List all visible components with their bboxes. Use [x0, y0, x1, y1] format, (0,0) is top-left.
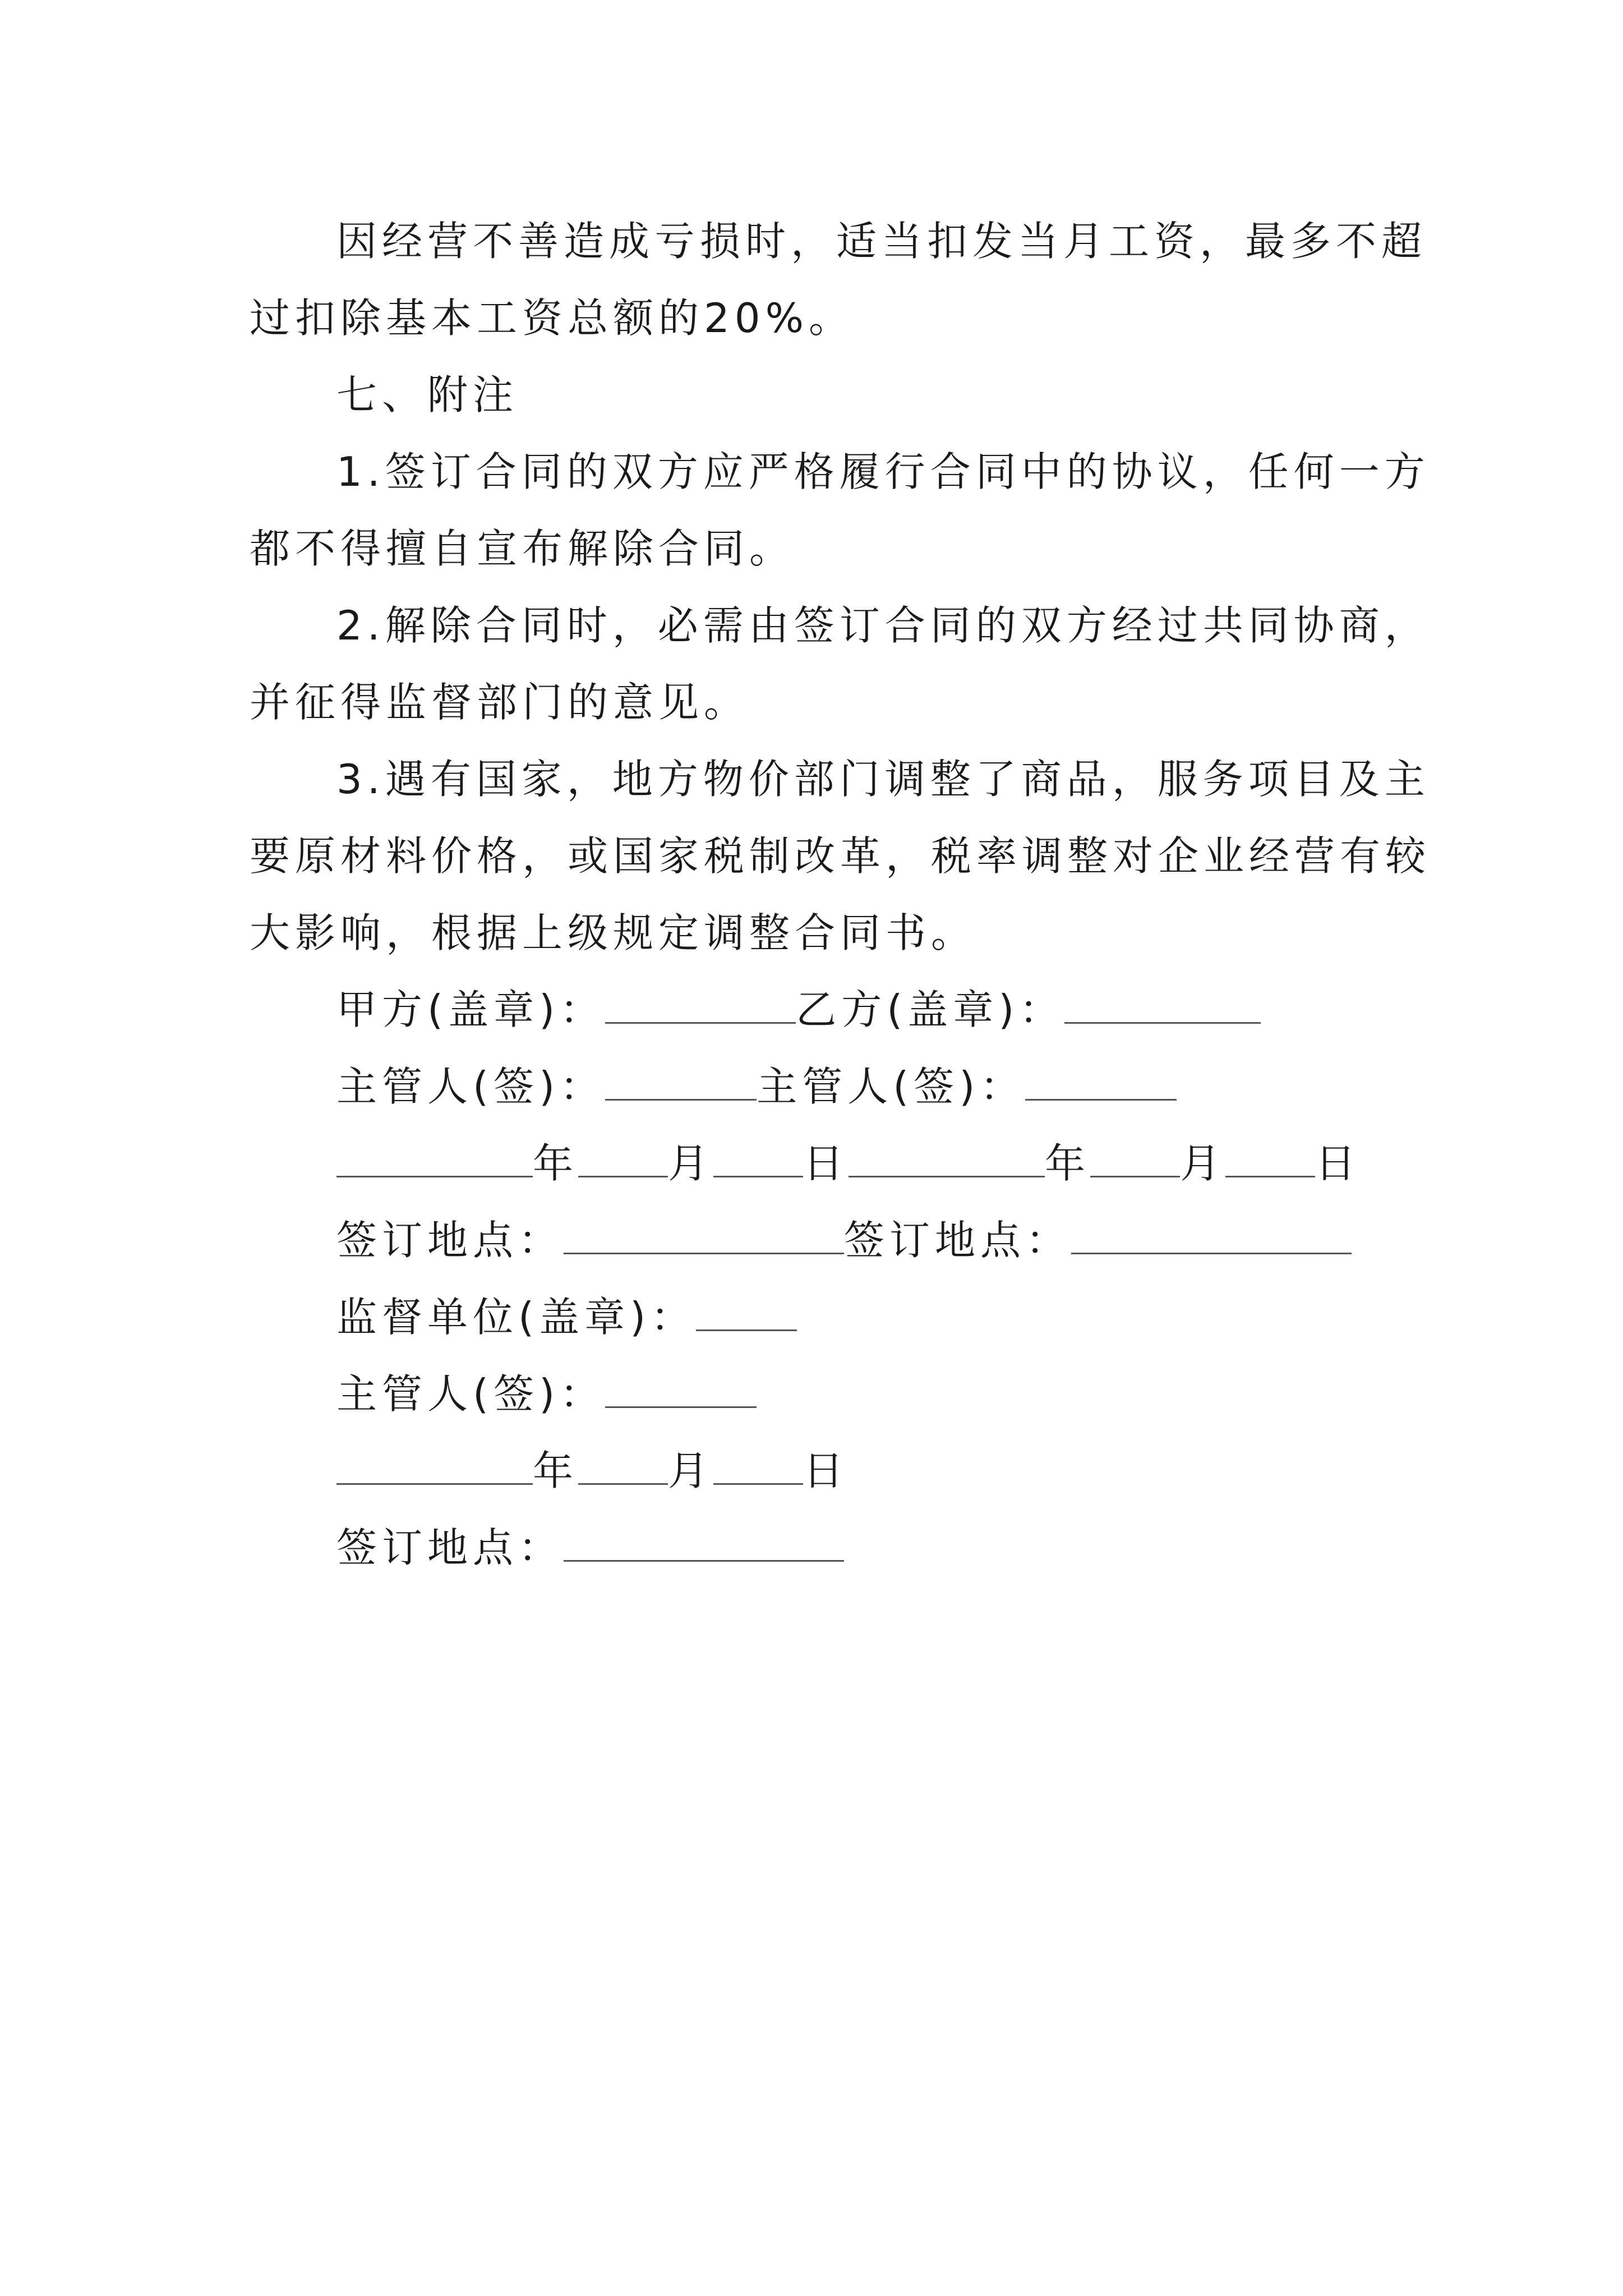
monitor-unit-seal-blank[interactable]: [696, 1295, 797, 1331]
monitor-seal-row: [336, 1295, 797, 1340]
monitor-place-blank[interactable]: [564, 1525, 844, 1562]
day-label: 日: [803, 1447, 849, 1494]
monitor-unit-seal-label: 监督单位(盖章)：: [336, 1294, 697, 1341]
sign-place-row: [336, 1218, 1352, 1263]
paragraph-line: 都不得擅自宣布解除合同。: [250, 525, 795, 572]
party-b-day-blank[interactable]: [1225, 1141, 1315, 1177]
monitor-place-row: [336, 1525, 844, 1570]
paragraph-line: 1.签订合同的双方应严格履行合同中的协议，任何一方: [336, 448, 1430, 495]
party-b-year-blank[interactable]: [849, 1141, 1045, 1177]
monitor-supervisor-row: [336, 1372, 757, 1416]
party-b-seal-label: 乙方(盖章)：: [796, 986, 1065, 1033]
paragraph-line: 并征得监督部门的意见。: [250, 679, 750, 726]
party-b-seal-blank[interactable]: [1064, 987, 1261, 1024]
party-a-supervisor-label: 主管人(签)：: [336, 1063, 606, 1110]
paragraph-line: 过扣除基本工资总额的20%。: [250, 295, 855, 342]
paragraph-line: 大影响，根据上级规定调整合同书。: [250, 909, 977, 956]
party-b-supervisor-blank[interactable]: [1025, 1064, 1177, 1101]
monitor-month-blank[interactable]: [578, 1448, 668, 1485]
party-b-place-blank[interactable]: [1071, 1218, 1352, 1254]
monitor-date-row: [336, 1448, 849, 1493]
paragraph-line: 3.遇有国家，地方物价部门调整了商品，服务项目及主: [336, 756, 1430, 803]
day-label: 日: [1315, 1140, 1361, 1187]
year-label: 年: [533, 1140, 579, 1187]
party-a-month-blank[interactable]: [578, 1141, 668, 1177]
monitor-place-label: 签订地点：: [336, 1524, 564, 1571]
party-seal-row: [336, 987, 1261, 1032]
party-a-year-blank[interactable]: [336, 1141, 533, 1177]
paragraph-line: 2.解除合同时，必需由签订合同的双方经过共同协商，: [336, 602, 1430, 649]
party-b-month-blank[interactable]: [1090, 1141, 1180, 1177]
party-a-day-blank[interactable]: [713, 1141, 803, 1177]
monitor-year-blank[interactable]: [336, 1448, 533, 1485]
month-label: 月: [668, 1140, 714, 1187]
paragraph-line: 要原材料价格，或国家税制改革，税率调整对企业经营有较: [250, 832, 1431, 880]
supervisor-sign-row: [336, 1064, 1177, 1109]
party-a-seal-blank[interactable]: [605, 987, 796, 1024]
party-a-place-blank[interactable]: [564, 1218, 844, 1254]
month-label: 月: [668, 1447, 714, 1494]
year-label: 年: [1045, 1140, 1091, 1187]
monitor-supervisor-label: 主管人(签)：: [336, 1370, 606, 1418]
day-label: 日: [803, 1140, 849, 1187]
party-a-place-label: 签订地点：: [336, 1217, 564, 1264]
party-a-seal-label: 甲方(盖章)：: [336, 986, 606, 1033]
monitor-supervisor-blank[interactable]: [605, 1372, 757, 1408]
paragraph-line: 因经营不善造成亏损时，适当扣发当月工资，最多不超: [336, 218, 1427, 265]
party-a-supervisor-blank[interactable]: [605, 1064, 757, 1101]
party-b-supervisor-label: 主管人(签)：: [757, 1063, 1026, 1110]
section-heading: 七、附注: [336, 371, 519, 418]
date-row: [336, 1141, 1361, 1186]
year-label: 年: [533, 1447, 579, 1494]
party-b-place-label: 签订地点：: [844, 1217, 1072, 1264]
monitor-day-blank[interactable]: [713, 1448, 803, 1485]
month-label: 月: [1180, 1140, 1226, 1187]
